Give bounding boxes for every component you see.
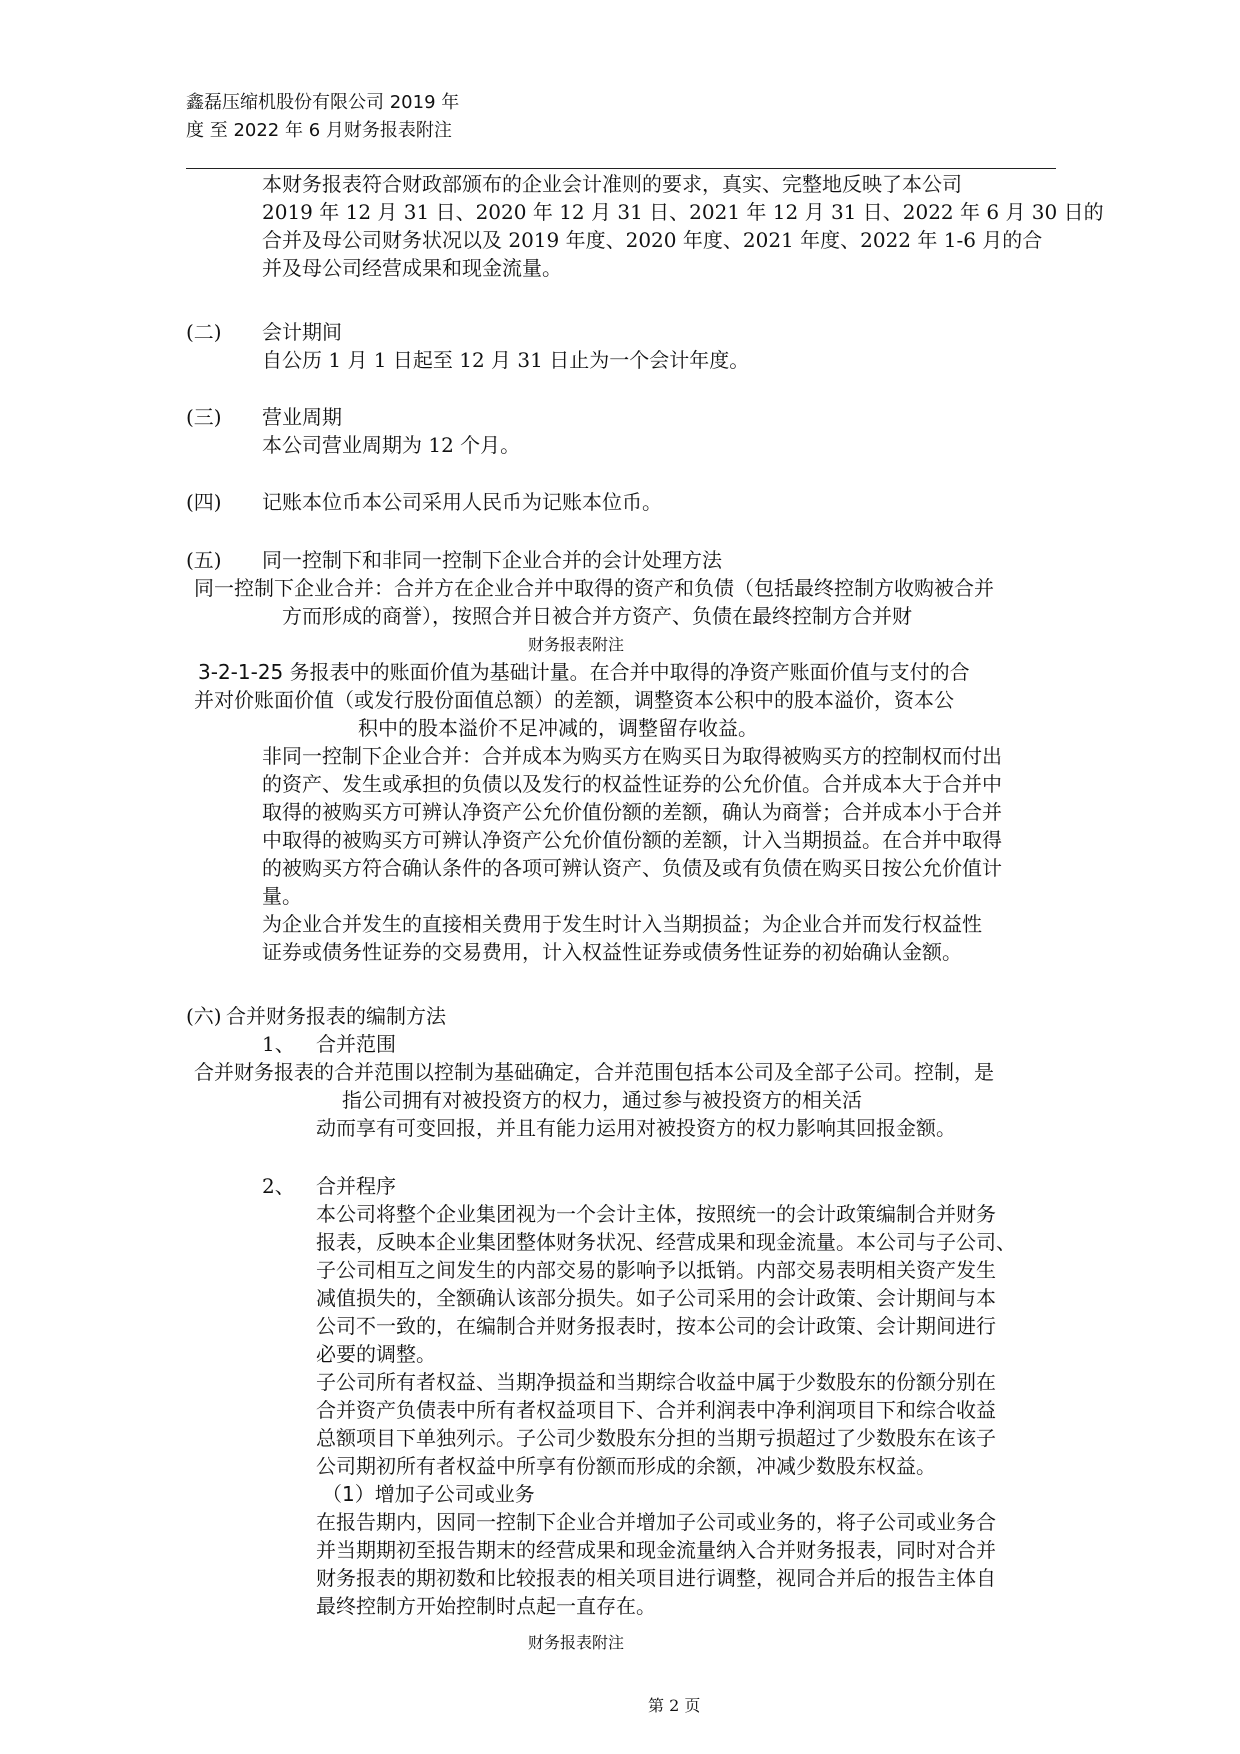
section-5-p1-line: 方而形成的商誉），按照合并日被合并方资产、负债在最终控制方合并财 (282, 604, 912, 628)
section-5-p1-line: 3-2-1-25 务报表中的账面价值为基础计量。在合并中取得的净资产账面价值与支付的合 (198, 660, 970, 684)
header-company-line: 鑫磊压缩机股份有限公司 2019 年 (186, 92, 460, 113)
subsection-2-p2-line: 总额项目下单独列示。子公司少数股东分担的当期亏损超过了少数股东在该子 (316, 1426, 996, 1450)
subsection-1-line: 动而享有可变回报，并且有能力运用对被投资方的权力影响其回报金额。 (316, 1116, 956, 1140)
section-3-body: 本公司营业周期为 12 个月。 (262, 433, 521, 457)
subsection-2-p1-line: 子公司相互之间发生的内部交易的影响予以抵销。内部交易表明相关资产发生 (316, 1258, 996, 1282)
section-4-number: (四) (186, 490, 222, 514)
subsection-2-p2-line: 公司期初所有者权益中所享有份额而形成的余额，冲减少数股东权益。 (316, 1454, 936, 1478)
section-5-p1-line: 并对价账面价值（或发行股份面值总额）的差额，调整资本公积中的股本溢价，资本公 (194, 688, 954, 712)
section-3-title: 营业周期 (262, 405, 342, 429)
intro-line: 合并及母公司财务状况以及 2019 年度、2020 年度、2021 年度、2022 年 1-6 月的合 (262, 228, 1043, 252)
section-5-p2-line: 的资产、发生或承担的负债以及发行的权益性证券的公允价值。合并成本大于合并中 (262, 772, 1002, 796)
section-5-p2-line: 非同一控制下企业合并：合并成本为购买方在购买日为取得被购买方的控制权而付出 (262, 744, 1002, 768)
page-number: 第 2 页 (648, 1696, 701, 1715)
subsection-1-line: 合并财务报表的合并范围以控制为基础确定，合并范围包括本公司及全部子公司。控制，是 (194, 1060, 994, 1084)
section-5-p1-line: 同一控制下企业合并：合并方在企业合并中取得的资产和负债（包括最终控制方收购被合并 (194, 576, 994, 600)
section-6-title: 合并财务报表的编制方法 (226, 1004, 446, 1028)
section-5-title: 同一控制下和非同一控制下企业合并的会计处理方法 (262, 548, 722, 572)
section-3-number: (三) (186, 405, 222, 429)
section-5-p2-line: 取得的被购买方可辨认净资产公允价值份额的差额，确认为商誉；合并成本小于合并 (262, 800, 1002, 824)
section-5-p2-line: 量。 (262, 884, 302, 908)
header-period-line: 度 至 2022 年 6 月财务报表附注 (186, 120, 452, 141)
intro-line: 本财务报表符合财政部颁布的企业会计准则的要求，真实、完整地反映了本公司 (262, 172, 962, 196)
section-5-p1-line: 积中的股本溢价不足冲减的，调整留存收益。 (358, 716, 758, 740)
subsection-2-title: 合并程序 (316, 1174, 396, 1198)
subsection-1-number: 1、 (262, 1032, 295, 1056)
subsection-2-number: 2、 (262, 1174, 295, 1198)
subsection-2-p1-line: 报表，反映本企业集团整体财务状况、经营成果和现金流量。本公司与子公司、 (316, 1230, 1016, 1254)
section-2-title: 会计期间 (262, 320, 342, 344)
subsection-2-p1-line: 公司不一致的，在编制合并财务报表时，按本公司的会计政策、会计期间进行 (316, 1314, 996, 1338)
section-5-p3-line: 证券或债务性证券的交易费用，计入权益性证券或债务性证券的初始确认金额。 (262, 940, 962, 964)
subsection-1-line: 指公司拥有对被投资方的权力，通过参与被投资方的相关活 (342, 1088, 862, 1112)
section-5-p2-line: 的被购买方符合确认条件的各项可辨认资产、负债及或有负债在购买日按公允价值计 (262, 856, 1002, 880)
section-4-title: 记账本位币本公司采用人民币为记账本位币。 (262, 490, 662, 514)
intro-line: 2019 年 12 月 31 日、2020 年 12 月 31 日、2021 年 12 月 31 日、2022 年 6 月 30 日的 (262, 200, 1104, 224)
subsection-2-p2-line: 合并资产负债表中所有者权益项目下、合并利润表中净利润项目下和综合收益 (316, 1398, 996, 1422)
intro-line: 并及母公司经营成果和现金流量。 (262, 256, 562, 280)
subsection-2-p1-line: 本公司将整个企业集团视为一个会计主体，按照统一的会计政策编制合并财务 (316, 1202, 996, 1226)
footer-note: 财务报表附注 (528, 1633, 625, 1652)
subsection-2-p1-line: 必要的调整。 (316, 1342, 436, 1366)
intro-paragraph (262, 170, 1104, 282)
subsection-2-item-1-line: 财务报表的期初数和比较报表的相关项目进行调整，视同合并后的报告主体自 (316, 1566, 996, 1590)
section-5-p2-line: 中取得的被购买方可辨认净资产公允价值份额的差额，计入当期损益。在合并中取得 (262, 828, 1002, 852)
section-2-body: 自公历 1 月 1 日起至 12 月 31 日止为一个会计年度。 (262, 348, 750, 372)
subsection-2-item-1-title: （1）增加子公司或业务 (322, 1482, 535, 1506)
subsection-2-item-1-line: 并当期期初至报告期末的经营成果和现金流量纳入合并财务报表，同时对合并 (316, 1538, 996, 1562)
subsection-2-item-1-line: 在报告期内，因同一控制下企业合并增加子公司或业务的，将子公司或业务合 (316, 1510, 996, 1534)
section-5-p3-line: 为企业合并发生的直接相关费用于发生时计入当期损益；为企业合并而发行权益性 (262, 912, 982, 936)
section-6-number: (六) (186, 1004, 222, 1028)
section-5-number: (五) (186, 548, 222, 572)
subsection-1-title: 合并范围 (316, 1032, 396, 1056)
subsection-2-p2-line: 子公司所有者权益、当期净损益和当期综合收益中属于少数股东的份额分别在 (316, 1370, 996, 1394)
subsection-2-p1-line: 减值损失的，全额确认该部分损失。如子公司采用的会计政策、会计期间与本 (316, 1286, 996, 1310)
inline-footer-note: 财务报表附注 (528, 635, 625, 654)
section-5-paragraph-2 (262, 742, 1002, 966)
subsection-2-body (316, 1200, 1016, 1620)
subsection-2-item-1-line: 最终控制方开始控制时点起一直存在。 (316, 1594, 656, 1618)
section-2-number: (二) (186, 320, 222, 344)
header-divider (186, 168, 1056, 169)
